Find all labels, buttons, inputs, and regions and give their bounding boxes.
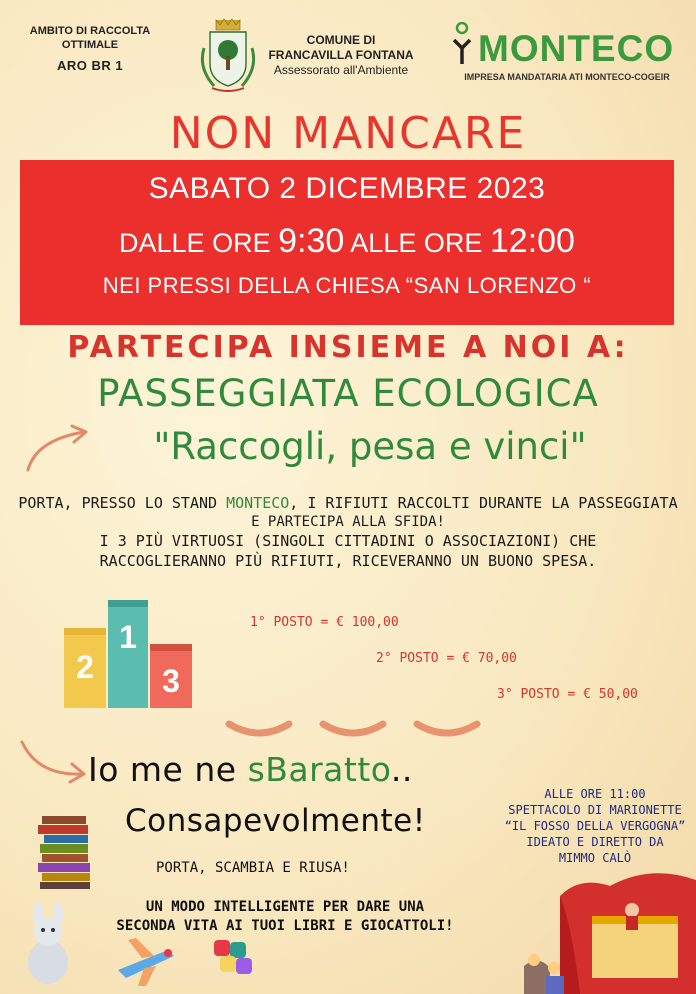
arrow-icon	[22, 420, 94, 476]
monteco-name: MONTECO	[478, 28, 675, 69]
description-line1	[10, 494, 686, 513]
time-start: 9:30	[278, 222, 345, 260]
puppet-theater-icon	[520, 856, 696, 994]
event2-title-green: sBaratto	[247, 750, 391, 789]
event2-description-line2: SECONDA VITA AI TUOI LIBRI E GIOCATTOLI!	[116, 918, 454, 934]
event-place: NEI PRESSI DELLA CHIESA “SAN LORENZO “	[102, 273, 592, 298]
puppet-show: SPETTACOLO DI MARIONETTE	[508, 803, 682, 817]
event-date: SABATO 2 DICEMBRE 2023	[148, 172, 546, 205]
event-time	[20, 222, 674, 261]
time-prefix: DALLE ORE	[119, 228, 271, 258]
puppet-show-info	[497, 786, 693, 866]
podium-label-3: 3	[162, 663, 180, 699]
toys-icon	[16, 900, 296, 994]
puppet-time: ALLE ORE 11:00	[544, 787, 646, 801]
aro-label	[20, 24, 160, 73]
description-line1-b: , I RIFIUTI RACCOLTI DURANTE LA PASSEGGIATA	[289, 494, 678, 512]
event2-porta: PORTA, SCAMBIA E RIUSA!	[156, 860, 350, 876]
time-end: 12:00	[489, 222, 575, 260]
event-banner	[20, 160, 674, 325]
wave-divider-icon	[225, 712, 485, 742]
comune-line3: Assessorato all'Ambiente	[273, 63, 409, 77]
event2-title-b: ..	[390, 750, 413, 789]
puppet-credit: IDEATO E DIRETTO DA	[526, 835, 664, 849]
event2-title-line2: Consapevolmente!	[125, 803, 426, 839]
event2-title-a: Io me ne	[88, 750, 248, 789]
prize-second: 2° POSTO = € 70,00	[376, 651, 517, 666]
podium-label-2: 2	[76, 649, 94, 685]
description-brand: MONTECO	[226, 494, 290, 512]
aro-line3: ARO BR 1	[56, 58, 124, 73]
event1-intro: PARTECIPA INSIEME A NOI A:	[67, 330, 629, 365]
event2-title	[88, 750, 413, 789]
event1-description	[10, 494, 686, 571]
books-icon	[36, 812, 96, 890]
monteco-subtitle: IMPRESA MANDATARIA ATI MONTECO-COGEIR	[464, 72, 670, 82]
prize-first: 1° POSTO = € 100,00	[250, 615, 399, 630]
puppet-author: MIMMO CALÒ	[558, 851, 632, 865]
arrow-icon	[18, 736, 90, 786]
headline: NON MANCARE	[169, 108, 527, 159]
description-line3: I 3 PIÙ VIRTUOSI (SINGOLI CITTADINI O ASSOCIAZIONI) CHE	[99, 532, 597, 550]
event1-title: PASSEGGIATA ECOLOGICA	[97, 372, 599, 415]
aro-line2: OTTIMALE	[61, 39, 119, 51]
comune-label	[266, 33, 416, 78]
time-mid: ALLE ORE	[350, 228, 483, 258]
event1-subtitle: "Raccogli, pesa e vinci"	[153, 425, 587, 468]
prize-third: 3° POSTO = € 50,00	[497, 687, 638, 702]
description-line1-a: PORTA, PRESSO LO STAND	[18, 494, 227, 512]
podium-icon	[62, 598, 194, 708]
podium-label-1: 1	[119, 619, 137, 655]
aro-line1: AMBITO DI RACCOLTA	[29, 25, 151, 37]
event2-description-line1: UN MODO INTELLIGENTE PER DARE UNA	[145, 899, 425, 915]
description-line4: RACCOGLIERANNO PIÙ RIFIUTI, RICEVERANNO UN BUONO SPESA.	[99, 552, 597, 570]
description-line2: E PARTECIPA ALLA SFIDA!	[251, 514, 445, 530]
comune-crest-icon	[196, 18, 260, 96]
puppet-title: “IL FOSSO DELLA VERGOGNA”	[504, 819, 686, 833]
comune-line2: FRANCAVILLA FONTANA	[268, 48, 414, 62]
comune-line1: COMUNE DI	[306, 33, 376, 47]
